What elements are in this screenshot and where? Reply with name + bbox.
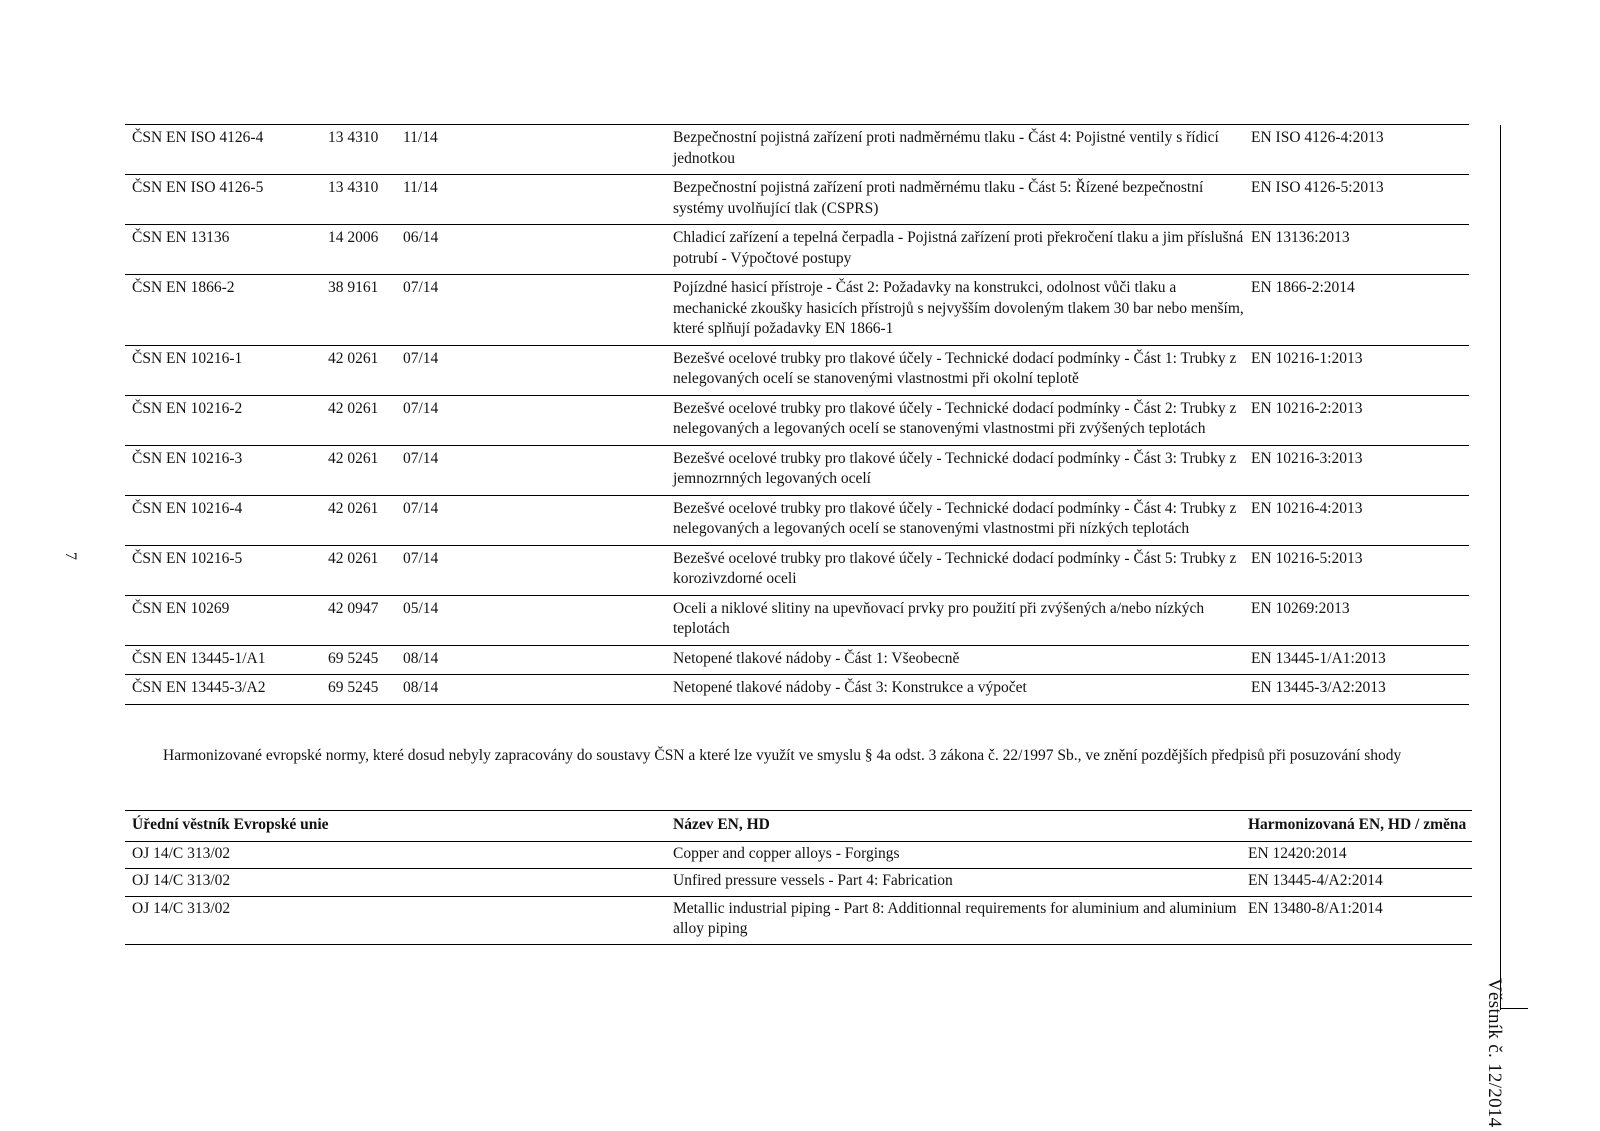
table-row	[125, 869, 1472, 897]
header-en-hd-name: Název EN, HD	[673, 816, 770, 833]
class-mark-cell: 69 5245	[328, 645, 403, 675]
issue-date-cell: 05/14	[403, 595, 673, 645]
table-row	[125, 545, 1469, 595]
csn-code-cell: ČSN EN 13445-1/A1	[125, 645, 328, 675]
issue-date-cell: 07/14	[403, 445, 673, 495]
oj-reference-cell: OJ 14/C 313/02	[132, 844, 231, 862]
title-cell: Bezpečnostní pojistná zařízení proti nadměrnému tlaku - Část 5: Řízené bezpečnostní systémy uvolňující tlak (CSPRS)	[673, 175, 1251, 225]
standards-table	[125, 124, 1469, 705]
title-cell: Bezešvé ocelové trubky pro tlakové účely - Technické dodací podmínky - Část 1: Trubky z nelegovaných ocelí se stanovenými vlastnostmi při okolní teplotě	[673, 345, 1251, 395]
csn-code-cell: ČSN EN 10269	[125, 595, 328, 645]
table-row	[125, 841, 1472, 869]
en-code-cell: EN 10216-3:2013	[1251, 445, 1469, 495]
csn-code-cell: ČSN EN 10216-5	[125, 545, 328, 595]
bulletin-issue-label: Věstník č. 12/2014	[1484, 978, 1505, 1128]
title-cell: Netopené tlakové nádoby - Část 3: Konstrukce a výpočet	[673, 675, 1251, 705]
issue-date-cell: 06/14	[403, 225, 673, 275]
en-code-cell: EN 13136:2013	[1251, 225, 1469, 275]
en-code-cell: EN 1866-2:2014	[1251, 275, 1469, 346]
issue-date-cell: 07/14	[403, 345, 673, 395]
harmonized-en-cell: EN 13480-8/A1:2014	[1248, 896, 1472, 944]
class-mark-cell: 38 9161	[328, 275, 403, 346]
harmonized-en-cell: EN 13445-4/A2:2014	[1248, 869, 1472, 897]
title-cell: Bezešvé ocelové trubky pro tlakové účely - Technické dodací podmínky - Část 4: Trubky z nelegovaných a legovaných ocelí se stanovenými vlastnostmi při nízkých teplotách	[673, 495, 1251, 545]
title-cell: Bezešvé ocelové trubky pro tlakové účely - Technické dodací podmínky - Část 3: Trubky z jemnozrnných legovaných ocelí	[673, 445, 1251, 495]
table-row	[125, 275, 1469, 346]
header-official-journal: Úřední věstník Evropské unie	[132, 816, 329, 833]
side-rule	[1500, 125, 1501, 1010]
oj-reference-cell: OJ 14/C 313/02	[125, 869, 673, 897]
table-row	[125, 445, 1469, 495]
en-code-cell: EN 13445-3/A2:2013	[1251, 675, 1469, 705]
table-row	[125, 125, 1469, 175]
title-cell: Oceli a niklové slitiny na upevňovací prvky pro použití při zvýšených a/nebo nízkých teplotách	[673, 595, 1251, 645]
en-code-cell: EN 10216-1:2013	[1251, 345, 1469, 395]
issue-date-cell: 07/14	[403, 275, 673, 346]
csn-code-cell: ČSN EN 10216-4	[125, 495, 328, 545]
title-cell: Bezešvé ocelové trubky pro tlakové účely - Technické dodací podmínky - Část 5: Trubky z korozivzdorné oceli	[673, 545, 1251, 595]
class-mark-cell: 42 0261	[328, 445, 403, 495]
official-journal-table	[125, 810, 1472, 945]
table-row	[125, 395, 1469, 445]
en-code-cell: EN ISO 4126-4:2013	[1251, 129, 1384, 146]
csn-code-cell: ČSN EN 10216-1	[125, 345, 328, 395]
issue-date-cell: 11/14	[403, 175, 673, 225]
csn-code-cell: ČSN EN 1866-2	[125, 275, 328, 346]
table-row	[125, 345, 1469, 395]
class-mark-cell: 69 5245	[328, 675, 403, 705]
csn-code-cell: ČSN EN 13136	[125, 225, 328, 275]
en-title-cell: Unfired pressure vessels - Part 4: Fabrication	[673, 869, 1248, 897]
class-mark-cell: 42 0261	[328, 545, 403, 595]
table-row	[125, 175, 1469, 225]
harmonized-norms-intro: Harmonizované evropské normy, které dosud nebyly zapracovány do soustavy ČSN a které lze využít ve smyslu § 4a odst. 3 zákona č. 22/1997 Sb., ve znění pozdějších předpisů při posuzování shody	[163, 747, 1402, 764]
title-cell: Bezpečnostní pojistná zařízení proti nadměrnému tlaku - Část 4: Pojistné ventily s řídicí jednotkou	[673, 129, 1219, 167]
en-code-cell: EN 13445-1/A1:2013	[1251, 645, 1469, 675]
csn-code-cell: ČSN EN ISO 4126-4	[132, 129, 264, 146]
oj-reference-cell: OJ 14/C 313/02	[125, 896, 673, 944]
en-code-cell: EN 10216-5:2013	[1251, 545, 1469, 595]
class-mark-cell: 14 2006	[328, 225, 403, 275]
issue-date-cell: 07/14	[403, 495, 673, 545]
table-row	[125, 595, 1469, 645]
en-title-cell: Metallic industrial piping - Part 8: Additionnal requirements for aluminium and aluminium alloy piping	[673, 896, 1248, 944]
csn-code-cell: ČSN EN 10216-2	[125, 395, 328, 445]
class-mark-cell: 42 0261	[328, 395, 403, 445]
table-row	[125, 495, 1469, 545]
title-cell: Bezešvé ocelové trubky pro tlakové účely - Technické dodací podmínky - Část 2: Trubky z nelegovaných a legovaných ocelí se stanovenými vlastnostmi při zvýšených teplotách	[673, 395, 1251, 445]
table-row	[125, 896, 1472, 944]
issue-date-cell: 08/14	[403, 675, 673, 705]
issue-date-cell: 08/14	[403, 645, 673, 675]
table-header-row	[125, 811, 1472, 842]
issue-date-cell: 07/14	[403, 395, 673, 445]
title-cell: Pojízdné hasicí přístroje - Část 2: Požadavky na konstrukci, odolnost vůči tlaku a mechanické zkoušky hasicích přístrojů s nejvyšším dovoleným tlakem 30 bar nebo menším, které splňují požadavky EN 1866-1	[673, 275, 1251, 346]
en-code-cell: EN ISO 4126-5:2013	[1251, 175, 1469, 225]
page-number: 7	[62, 552, 79, 560]
csn-code-cell: ČSN EN 10216-3	[125, 445, 328, 495]
en-title-cell: Copper and copper alloys - Forgings	[673, 844, 900, 862]
en-code-cell: EN 10269:2013	[1251, 595, 1469, 645]
official-journal-table-body	[125, 841, 1472, 944]
class-mark-cell: 42 0261	[328, 345, 403, 395]
title-cell: Netopené tlakové nádoby - Část 1: Všeobecně	[673, 645, 1251, 675]
table-row	[125, 645, 1469, 675]
table-row	[125, 225, 1469, 275]
standards-table-body	[125, 125, 1469, 705]
class-mark-cell: 42 0261	[328, 495, 403, 545]
issue-date-cell: 11/14	[403, 129, 438, 146]
issue-date-cell: 07/14	[403, 545, 673, 595]
class-mark-cell: 13 4310	[328, 175, 403, 225]
class-mark-cell: 13 4310	[328, 129, 379, 146]
en-code-cell: EN 10216-4:2013	[1251, 495, 1469, 545]
en-code-cell: EN 10216-2:2013	[1251, 395, 1469, 445]
table-row	[125, 675, 1469, 705]
class-mark-cell: 42 0947	[328, 595, 403, 645]
header-harmonized-en: Harmonizovaná EN, HD / změna	[1248, 816, 1467, 833]
csn-code-cell: ČSN EN 13445-3/A2	[125, 675, 328, 705]
title-cell: Chladicí zařízení a tepelná čerpadla - Pojistná zařízení proti překročení tlaku a jim příslušná potrubí - Výpočtové postupy	[673, 225, 1251, 275]
csn-code-cell: ČSN EN ISO 4126-5	[125, 175, 328, 225]
harmonized-en-cell: EN 12420:2014	[1248, 844, 1347, 862]
